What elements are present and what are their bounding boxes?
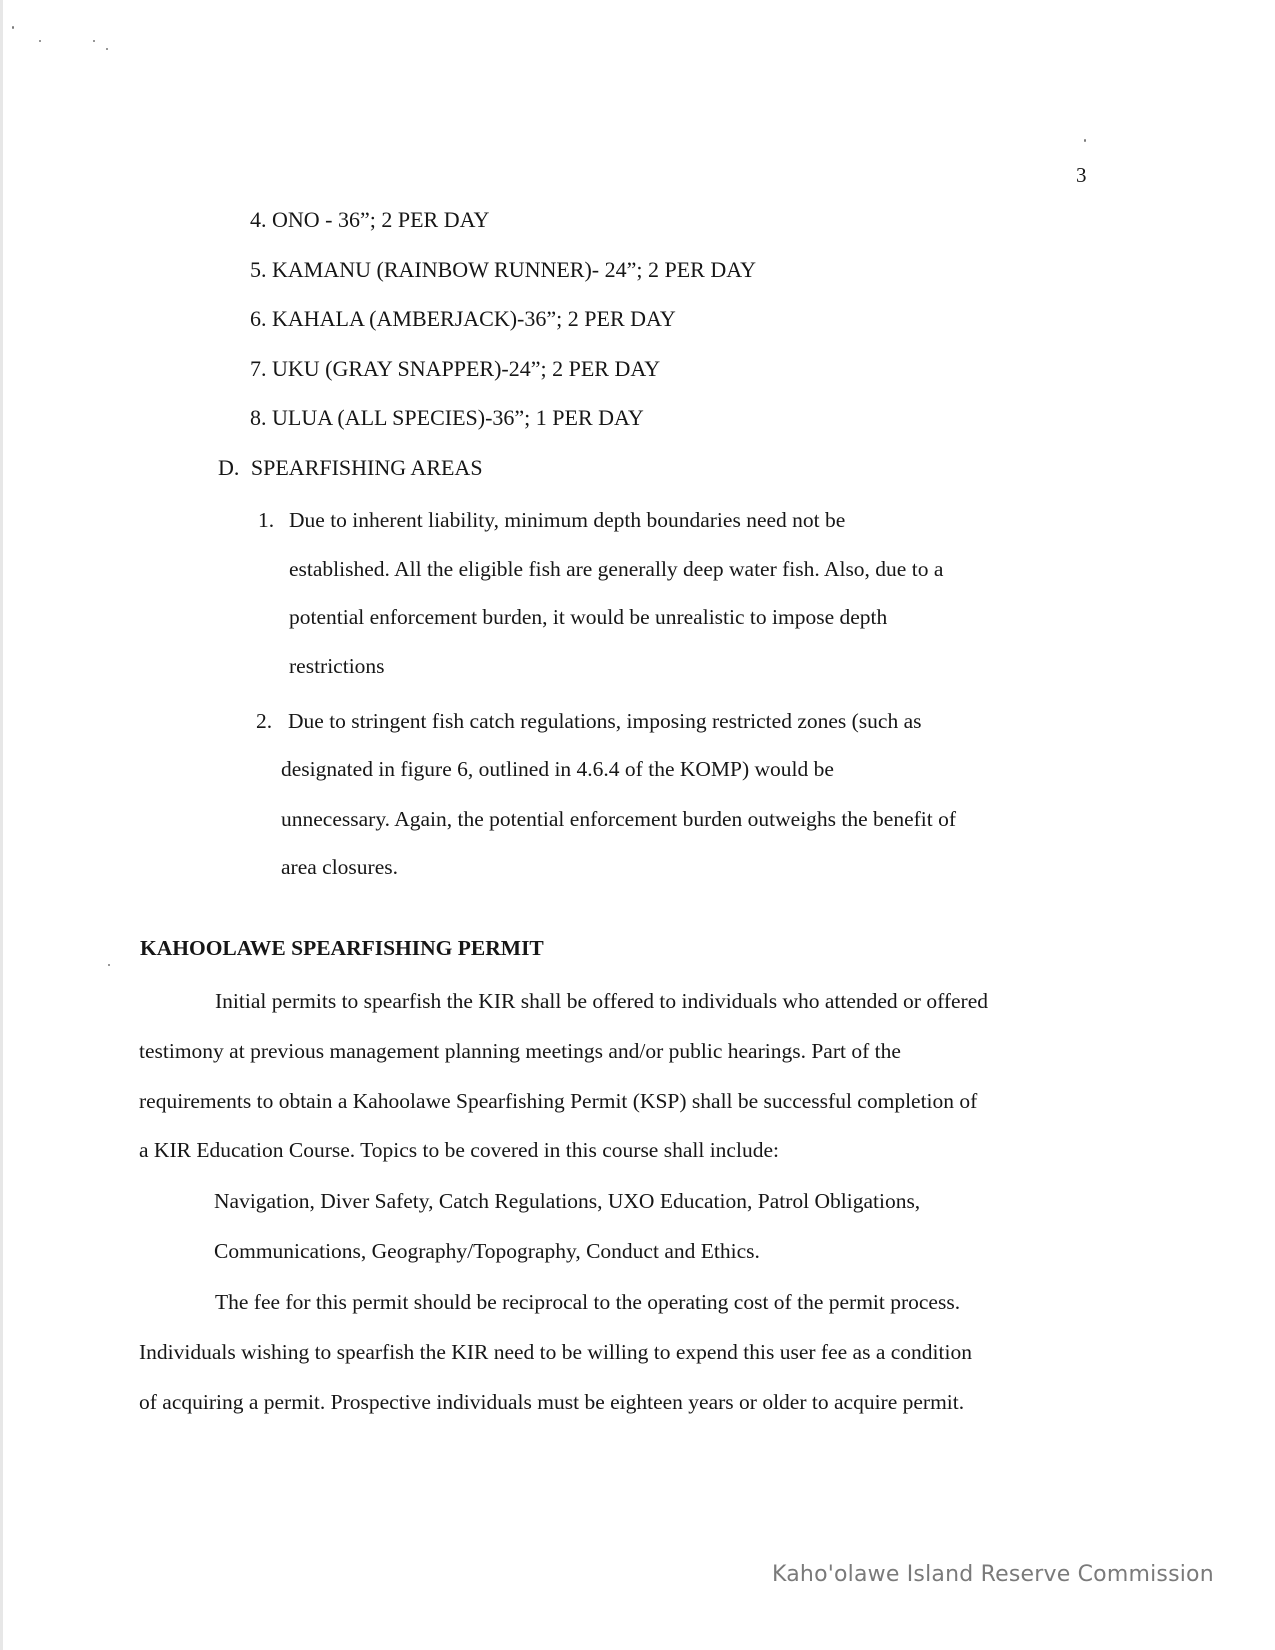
topics-line: Navigation, Diver Safety, Catch Regulations, UXO Education, Patrol Obligations, <box>214 1189 921 1213</box>
scan-speck <box>39 40 41 42</box>
footer-watermark: Kaho'olawe Island Reserve Commission <box>772 1562 1214 1587</box>
permit-section-heading: KAHOOLAWE SPEARFISHING PERMIT <box>140 936 544 960</box>
item-line: designated in figure 6, outlined in 4.6.4 of the KOMP) would be <box>281 757 834 781</box>
item-text: KAMANU (RAINBOW RUNNER)- 24”; 2 PER DAY <box>272 257 756 282</box>
catch-limit-item <box>250 257 756 283</box>
item-line: established. All the eligible fish are generally deep water fish. Also, due to a <box>289 557 944 581</box>
scan-speck <box>106 48 108 50</box>
paragraph-line: Individuals wishing to spearfish the KIR need to be willing to expend this user fee as a condition <box>139 1340 972 1364</box>
item-line: unnecessary. Again, the potential enforcement burden outweighs the benefit of <box>281 807 957 831</box>
item-number: 6. <box>250 306 267 331</box>
paragraph-line: of acquiring a permit. Prospective individuals must be eighteen years or older to acquire permit. <box>139 1390 965 1414</box>
section-d-heading <box>218 455 483 481</box>
paragraph-line: requirements to obtain a Kahoolawe Spearfishing Permit (KSP) shall be successful completion of <box>139 1089 978 1113</box>
page-number: 3 <box>1076 163 1087 187</box>
paragraph-line: testimony at previous management planning meetings and/or public hearings. Part of the <box>139 1039 901 1063</box>
item-number: 2. <box>256 709 273 733</box>
item-number: 8. <box>250 405 267 430</box>
scan-speck <box>12 26 14 29</box>
paragraph-line: a KIR Education Course. Topics to be covered in this course shall include: <box>139 1138 779 1162</box>
item-text: ONO - 36”; 2 PER DAY <box>272 207 490 232</box>
item-number: 1. <box>258 508 275 532</box>
catch-limit-item <box>250 306 676 332</box>
item-line: area closures. <box>281 855 398 879</box>
scan-edge-shadow <box>0 0 3 1650</box>
paragraph-line: Initial permits to spearfish the KIR shall be offered to individuals who attended or offered <box>215 989 989 1013</box>
item-line: restrictions <box>289 654 385 678</box>
section-title: SPEARFISHING AREAS <box>250 455 483 480</box>
item-line: Due to stringent fish catch regulations, imposing restricted zones (such as <box>288 709 922 733</box>
item-number: 5. <box>250 257 267 282</box>
section-letter: D. <box>218 455 240 480</box>
catch-limit-item <box>250 207 489 233</box>
item-number: 7. <box>250 356 267 381</box>
paragraph-line: The fee for this permit should be reciprocal to the operating cost of the permit process. <box>215 1290 961 1314</box>
item-line: Due to inherent liability, minimum depth boundaries need not be <box>289 508 846 532</box>
scan-speck <box>1084 139 1086 142</box>
scan-speck <box>108 964 110 966</box>
item-line: potential enforcement burden, it would be unrealistic to impose depth <box>289 605 888 629</box>
item-number: 4. <box>250 207 267 232</box>
topics-line: Communications, Geography/Topography, Conduct and Ethics. <box>214 1239 760 1263</box>
item-text: ULUA (ALL SPECIES)-36”; 1 PER DAY <box>272 405 644 430</box>
item-text: UKU (GRAY SNAPPER)-24”; 2 PER DAY <box>272 356 661 381</box>
catch-limit-item <box>250 405 644 431</box>
scan-speck <box>93 40 95 42</box>
item-text: KAHALA (AMBERJACK)-36”; 2 PER DAY <box>272 306 676 331</box>
catch-limit-item <box>250 356 660 382</box>
